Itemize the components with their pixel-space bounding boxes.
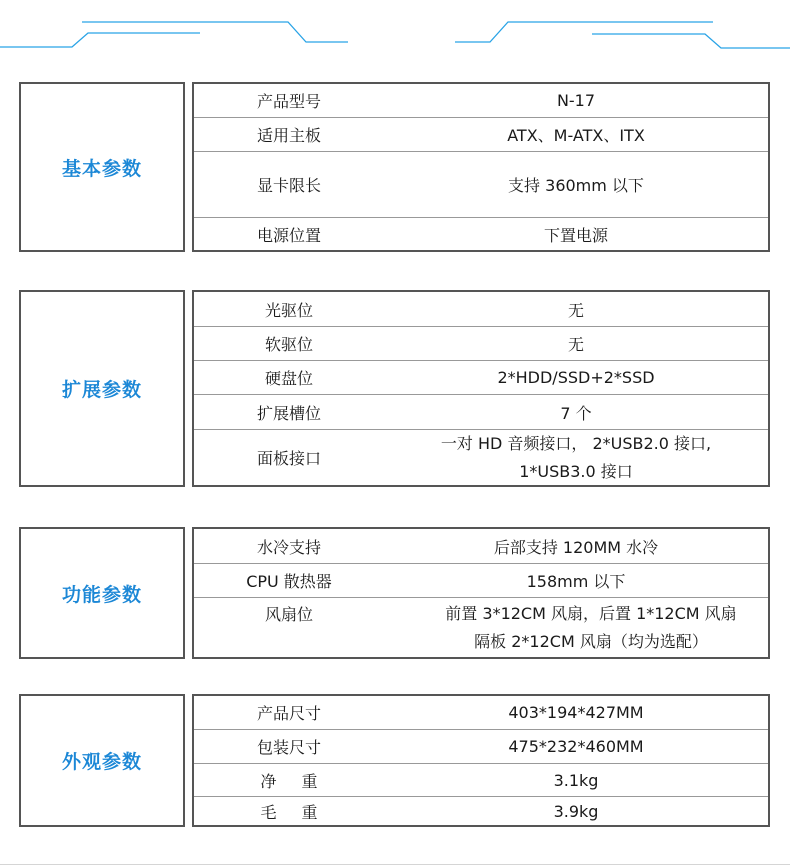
table-row (194, 327, 768, 361)
row-key: 光驱位 (264, 300, 313, 320)
row-key: 包装尺寸 (256, 738, 321, 757)
table-row (194, 152, 768, 218)
table-row (194, 797, 768, 825)
table-row (194, 84, 768, 118)
value-line: 前置 3*12CM 风扇，后置 1*12CM 风扇 (445, 603, 737, 623)
spec-table (192, 290, 770, 487)
row-key: 扩展槽位 (256, 403, 321, 423)
section-label: 扩展参数 (19, 290, 185, 487)
table-row (194, 218, 768, 250)
table-row (194, 361, 768, 395)
table-row (194, 118, 768, 152)
section-label: 外观参数 (19, 694, 185, 827)
value-line: 隔板 2*12CM 风扇（均为选配） (474, 631, 708, 651)
row-key: 产品型号 (256, 92, 321, 111)
row-key: 水冷支持 (256, 537, 321, 557)
table-row (194, 696, 768, 730)
row-value: N-17 (556, 91, 596, 110)
section-expansion (19, 290, 770, 487)
row-key: 毛 重 (260, 802, 318, 822)
row-value: ATX、M-ATX、ITX (507, 126, 645, 145)
table-row (194, 764, 768, 797)
row-key: 显卡限长 (256, 176, 321, 195)
row-key: 电源位置 (256, 225, 321, 245)
row-value: 3.1kg (553, 770, 599, 790)
table-row (194, 598, 768, 657)
value-line: 1*USB3.0 接口 (519, 461, 633, 481)
row-key: 风扇位 (264, 605, 313, 624)
row-value: 158mm 以下 (526, 572, 626, 591)
table-row (194, 529, 768, 564)
section-function (19, 527, 770, 659)
bottom-divider (0, 864, 790, 865)
spec-table (192, 527, 770, 659)
row-value: 下置电源 (543, 225, 608, 245)
section-label: 功能参数 (19, 527, 185, 659)
table-row (194, 395, 768, 430)
row-key: 硬盘位 (264, 369, 313, 388)
row-value: 后部支持 120MM 水冷 (493, 537, 659, 557)
row-key: 产品尺寸 (256, 704, 321, 723)
row-value (384, 598, 768, 657)
row-key: 面板接口 (256, 449, 321, 468)
row-value (384, 430, 768, 485)
row-value: 3.9kg (553, 801, 599, 821)
spec-table (192, 694, 770, 827)
spec-table (192, 82, 770, 252)
table-row (194, 730, 768, 764)
row-value: 支持 360mm 以下 (508, 176, 644, 195)
row-value: 403*194*427MM (508, 703, 644, 722)
row-key: 适用主板 (256, 126, 321, 145)
row-key: 净 重 (260, 771, 318, 791)
section-label: 基本参数 (19, 82, 185, 252)
section-appearance (19, 694, 770, 827)
header-decoration (0, 0, 790, 60)
table-row (194, 430, 768, 485)
row-value: 无 (567, 300, 584, 320)
row-key: 软驱位 (264, 335, 313, 354)
section-basic (19, 82, 770, 252)
row-value: 2*HDD/SSD+2*SSD (497, 368, 655, 387)
row-value: 无 (567, 335, 584, 354)
table-row (194, 292, 768, 327)
row-value: 475*232*460MM (508, 737, 644, 756)
row-value: 7 个 (560, 403, 592, 423)
value-line: 一对 HD 音频接口， 2*USB2.0 接口, (440, 433, 712, 453)
table-row (194, 564, 768, 598)
row-key: CPU 散热器 (246, 572, 332, 591)
